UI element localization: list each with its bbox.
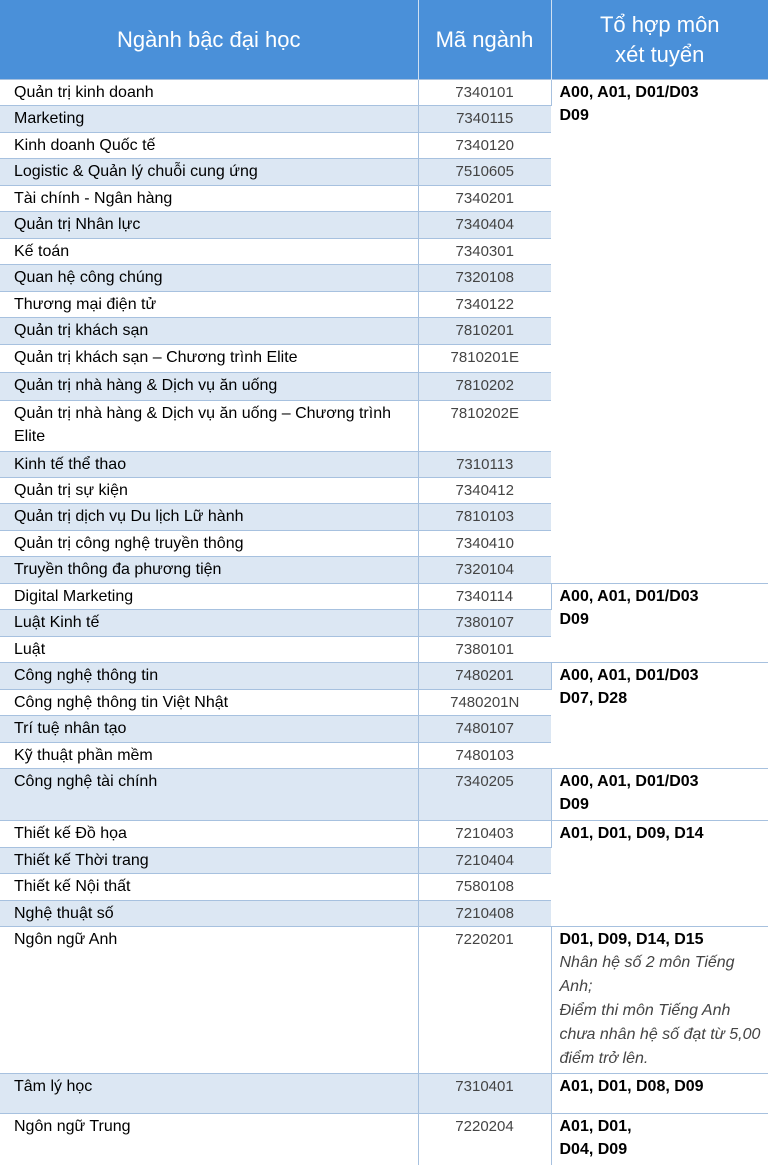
header-major-name: Ngành bậc đại học bbox=[0, 0, 418, 80]
table-row bbox=[0, 769, 768, 821]
major-name-cell: Kinh tế thể thao bbox=[0, 452, 418, 478]
major-name-cell: Quản trị công nghệ truyền thông bbox=[0, 531, 418, 557]
major-code-cell: 7340120 bbox=[418, 133, 551, 159]
combination-note: Nhân hệ số 2 môn Tiếng Anh; bbox=[560, 951, 763, 999]
subject-combination-line: A00, A01, D01/D03 bbox=[560, 585, 763, 608]
subject-combination-line: A00, A01, D01/D03 bbox=[560, 81, 763, 104]
table-body bbox=[0, 80, 768, 1165]
table-header-row bbox=[0, 0, 768, 80]
major-name-cell: Trí tuệ nhân tạo bbox=[0, 716, 418, 743]
subject-combination-cell bbox=[551, 821, 768, 927]
subject-combination-cell bbox=[551, 769, 768, 821]
major-code-cell: 7210403 bbox=[418, 821, 551, 848]
major-name-cell: Ngôn ngữ Anh bbox=[0, 927, 418, 1074]
major-code-cell: 7210408 bbox=[418, 901, 551, 927]
major-code-cell: 7480107 bbox=[418, 716, 551, 743]
major-code-cell: 7220201 bbox=[418, 927, 551, 1074]
major-name-cell: Truyền thông đa phương tiện bbox=[0, 557, 418, 584]
subject-combination-line: A00, A01, D01/D03 bbox=[560, 770, 763, 793]
subject-combination-cell bbox=[551, 80, 768, 584]
table-row bbox=[0, 927, 768, 1074]
major-code-cell: 7320104 bbox=[418, 557, 551, 584]
major-code-cell: 7810103 bbox=[418, 504, 551, 531]
major-name-cell: Luật bbox=[0, 637, 418, 663]
table-row bbox=[0, 1114, 768, 1165]
major-name-cell: Luật Kinh tế bbox=[0, 610, 418, 637]
major-name-cell: Tài chính - Ngân hàng bbox=[0, 186, 418, 212]
header-major-code: Mã ngành bbox=[418, 0, 551, 80]
major-code-cell: 7340122 bbox=[418, 292, 551, 318]
major-code-cell: 7340301 bbox=[418, 239, 551, 265]
subject-combination-line: D07, D28 bbox=[560, 687, 763, 710]
major-code-cell: 7510605 bbox=[418, 159, 551, 186]
table-row bbox=[0, 821, 768, 848]
major-name-cell: Công nghệ thông tin bbox=[0, 663, 418, 690]
major-code-cell: 7320108 bbox=[418, 265, 551, 292]
table-row bbox=[0, 663, 768, 690]
major-code-cell: 7340404 bbox=[418, 212, 551, 239]
subject-combination-line: A01, D01, bbox=[560, 1115, 763, 1138]
major-name-cell: Quản trị kinh doanh bbox=[0, 80, 418, 106]
major-code-cell: 7380107 bbox=[418, 610, 551, 637]
table-row bbox=[0, 1074, 768, 1114]
major-name-cell: Thiết kế Thời trang bbox=[0, 848, 418, 874]
major-code-cell: 7810202E bbox=[418, 401, 551, 452]
major-name-cell: Quản trị dịch vụ Du lịch Lữ hành bbox=[0, 504, 418, 531]
subject-combination-line: A01, D01, D09, D14 bbox=[560, 822, 763, 845]
major-name-cell: Thiết kế Nội thất bbox=[0, 874, 418, 901]
major-code-cell: 7340114 bbox=[418, 584, 551, 610]
major-name-cell: Tâm lý học bbox=[0, 1074, 418, 1114]
major-name-cell: Công nghệ tài chính bbox=[0, 769, 418, 821]
subject-combination-line: D09 bbox=[560, 608, 763, 631]
major-code-cell: 7210404 bbox=[418, 848, 551, 874]
major-code-cell: 7480201N bbox=[418, 690, 551, 716]
major-code-cell: 7480103 bbox=[418, 743, 551, 769]
major-name-cell: Digital Marketing bbox=[0, 584, 418, 610]
major-name-cell: Nghệ thuật số bbox=[0, 901, 418, 927]
major-name-cell: Quản trị nhà hàng & Dịch vụ ăn uống – Chương trình Elite bbox=[0, 401, 418, 452]
major-name-cell: Quan hệ công chúng bbox=[0, 265, 418, 292]
major-name-cell: Ngôn ngữ Trung bbox=[0, 1114, 418, 1165]
major-code-cell: 7340115 bbox=[418, 106, 551, 133]
subject-combination-cell bbox=[551, 1074, 768, 1114]
subject-combination-line: D01, D09, D14, D15 bbox=[560, 928, 763, 951]
major-name-cell: Thương mại điện tử bbox=[0, 292, 418, 318]
subject-combination-line: D09 bbox=[560, 793, 763, 816]
major-name-cell: Logistic & Quản lý chuỗi cung ứng bbox=[0, 159, 418, 186]
major-code-cell: 7220204 bbox=[418, 1114, 551, 1165]
major-code-cell: 7340410 bbox=[418, 531, 551, 557]
subject-combination-cell bbox=[551, 1114, 768, 1165]
header-subject-combination: Tổ hợp môn xét tuyển bbox=[551, 0, 768, 80]
major-name-cell: Quản trị Nhân lực bbox=[0, 212, 418, 239]
table-row bbox=[0, 80, 768, 106]
major-name-cell: Thiết kế Đồ họa bbox=[0, 821, 418, 848]
combination-note: Điểm thi môn Tiếng Anh chưa nhân hệ số đạt từ 5,00 điểm trở lên. bbox=[560, 999, 763, 1071]
major-name-cell: Kinh doanh Quốc tế bbox=[0, 133, 418, 159]
major-code-cell: 7810201E bbox=[418, 345, 551, 373]
major-code-cell: 7340201 bbox=[418, 186, 551, 212]
subject-combination-cell bbox=[551, 663, 768, 769]
major-code-cell: 7380101 bbox=[418, 637, 551, 663]
major-code-cell: 7340101 bbox=[418, 80, 551, 106]
subject-combination-cell bbox=[551, 927, 768, 1074]
major-name-cell: Kỹ thuật phần mềm bbox=[0, 743, 418, 769]
subject-combination-cell bbox=[551, 584, 768, 663]
major-code-cell: 7480201 bbox=[418, 663, 551, 690]
major-code-cell: 7810202 bbox=[418, 373, 551, 401]
major-name-cell: Quản trị nhà hàng & Dịch vụ ăn uống bbox=[0, 373, 418, 401]
subject-combination-line: A00, A01, D01/D03 bbox=[560, 664, 763, 687]
table-row bbox=[0, 584, 768, 610]
major-name-cell: Marketing bbox=[0, 106, 418, 133]
major-name-cell: Công nghệ thông tin Việt Nhật bbox=[0, 690, 418, 716]
major-code-cell: 7810201 bbox=[418, 318, 551, 345]
major-code-cell: 7310401 bbox=[418, 1074, 551, 1114]
major-name-cell: Kế toán bbox=[0, 239, 418, 265]
major-name-cell: Quản trị sự kiện bbox=[0, 478, 418, 504]
major-code-cell: 7310113 bbox=[418, 452, 551, 478]
subject-combination-line: A01, D01, D08, D09 bbox=[560, 1075, 763, 1098]
subject-combination-line: D09 bbox=[560, 104, 763, 127]
subject-combination-line: D04, D09 bbox=[560, 1138, 763, 1161]
major-code-cell: 7340205 bbox=[418, 769, 551, 821]
major-code-cell: 7340412 bbox=[418, 478, 551, 504]
major-code-cell: 7580108 bbox=[418, 874, 551, 901]
major-name-cell: Quản trị khách sạn bbox=[0, 318, 418, 345]
major-name-cell: Quản trị khách sạn – Chương trình Elite bbox=[0, 345, 418, 373]
